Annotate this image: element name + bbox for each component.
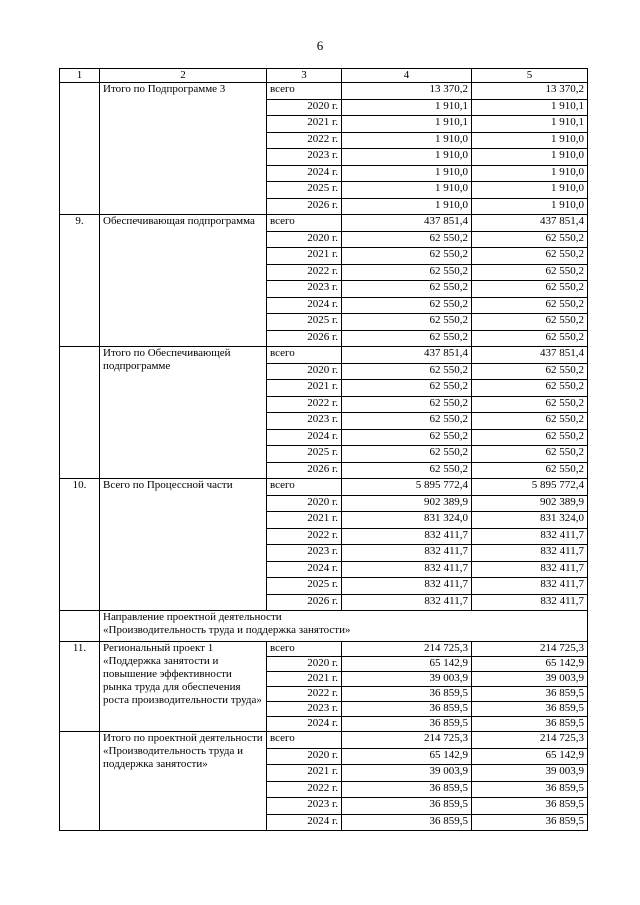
value-col5: 832 411,7 bbox=[472, 561, 588, 578]
value-col4: 36 859,5 bbox=[342, 687, 472, 702]
value-col5: 62 550,2 bbox=[472, 363, 588, 380]
period-cell: 2023 г. bbox=[267, 413, 342, 430]
period-cell: всего bbox=[267, 642, 342, 657]
value-col5: 214 725,3 bbox=[472, 732, 588, 749]
value-col5: 36 859,5 bbox=[472, 814, 588, 831]
period-cell: 2023 г. bbox=[267, 281, 342, 298]
value-col4: 62 550,2 bbox=[342, 380, 472, 397]
period-cell: 2020 г. bbox=[267, 748, 342, 765]
page-number: 6 bbox=[316, 38, 324, 53]
value-col5: 1 910,0 bbox=[472, 182, 588, 199]
value-col4: 36 859,5 bbox=[342, 798, 472, 815]
value-col4: 62 550,2 bbox=[342, 281, 472, 298]
period-cell: 2021 г. bbox=[267, 765, 342, 782]
row-name: Итого по Обеспечивающей подпрограмме bbox=[100, 347, 267, 479]
value-col4: 62 550,2 bbox=[342, 264, 472, 281]
value-col4: 1 910,1 bbox=[342, 99, 472, 116]
value-col5: 36 859,5 bbox=[472, 798, 588, 815]
value-col4: 832 411,7 bbox=[342, 594, 472, 611]
period-cell: 2025 г. bbox=[267, 314, 342, 331]
value-col5: 62 550,2 bbox=[472, 281, 588, 298]
header-cell: 2 bbox=[100, 69, 267, 83]
period-cell: 2020 г. bbox=[267, 363, 342, 380]
value-col5: 62 550,2 bbox=[472, 429, 588, 446]
value-col4: 1 910,1 bbox=[342, 116, 472, 133]
value-col5: 1 910,1 bbox=[472, 116, 588, 133]
row-number bbox=[60, 347, 100, 479]
value-col4: 39 003,9 bbox=[342, 672, 472, 687]
period-cell: 2022 г. bbox=[267, 132, 342, 149]
value-col4: 437 851,4 bbox=[342, 347, 472, 364]
value-col5: 902 389,9 bbox=[472, 495, 588, 512]
period-cell: 2023 г. bbox=[267, 798, 342, 815]
value-col4: 62 550,2 bbox=[342, 314, 472, 331]
period-cell: 2024 г. bbox=[267, 717, 342, 732]
row-number bbox=[60, 83, 100, 215]
direction-num-cell bbox=[60, 611, 100, 642]
period-cell: 2020 г. bbox=[267, 231, 342, 248]
value-col5: 437 851,4 bbox=[472, 215, 588, 232]
period-cell: 2021 г. bbox=[267, 380, 342, 397]
value-col5: 62 550,2 bbox=[472, 330, 588, 347]
period-cell: 2024 г. bbox=[267, 561, 342, 578]
period-cell: 2021 г. bbox=[267, 116, 342, 133]
row-name: Итого по Подпрограмме 3 bbox=[100, 83, 267, 215]
table-row bbox=[60, 83, 588, 100]
value-col5: 1 910,0 bbox=[472, 165, 588, 182]
value-col4: 214 725,3 bbox=[342, 642, 472, 657]
period-cell: 2026 г. bbox=[267, 594, 342, 611]
value-col5: 832 411,7 bbox=[472, 528, 588, 545]
table-row bbox=[60, 642, 588, 657]
value-col4: 62 550,2 bbox=[342, 231, 472, 248]
budget-table bbox=[59, 68, 588, 831]
value-col4: 36 859,5 bbox=[342, 814, 472, 831]
value-col5: 62 550,2 bbox=[472, 396, 588, 413]
value-col4: 62 550,2 bbox=[342, 446, 472, 463]
value-col4: 1 910,0 bbox=[342, 165, 472, 182]
value-col5: 62 550,2 bbox=[472, 462, 588, 479]
value-col5: 5 895 772,4 bbox=[472, 479, 588, 496]
period-cell: 2022 г. bbox=[267, 264, 342, 281]
value-col4: 36 859,5 bbox=[342, 702, 472, 717]
value-col5: 62 550,2 bbox=[472, 446, 588, 463]
value-col4: 832 411,7 bbox=[342, 528, 472, 545]
period-cell: 2024 г. bbox=[267, 814, 342, 831]
period-cell: всего bbox=[267, 479, 342, 496]
period-cell: всего bbox=[267, 347, 342, 364]
value-col5: 62 550,2 bbox=[472, 264, 588, 281]
header-cell: 4 bbox=[342, 69, 472, 83]
value-col5: 1 910,0 bbox=[472, 132, 588, 149]
value-col5: 832 411,7 bbox=[472, 594, 588, 611]
value-col4: 62 550,2 bbox=[342, 429, 472, 446]
value-col5: 832 411,7 bbox=[472, 578, 588, 595]
value-col5: 62 550,2 bbox=[472, 248, 588, 265]
period-cell: 2021 г. bbox=[267, 672, 342, 687]
table-row bbox=[60, 732, 588, 749]
direction-title bbox=[100, 611, 588, 642]
header-cell: 1 bbox=[60, 69, 100, 83]
value-col4: 62 550,2 bbox=[342, 396, 472, 413]
value-col5: 1 910,0 bbox=[472, 149, 588, 166]
period-cell: 2023 г. bbox=[267, 545, 342, 562]
row-name: Всего по Процессной части bbox=[100, 479, 267, 611]
row-number: 11. bbox=[60, 642, 100, 732]
value-col5: 437 851,4 bbox=[472, 347, 588, 364]
value-col4: 5 895 772,4 bbox=[342, 479, 472, 496]
table-row bbox=[60, 347, 588, 364]
value-col5: 36 859,5 bbox=[472, 687, 588, 702]
header-cell: 5 bbox=[472, 69, 588, 83]
period-cell: 2023 г. bbox=[267, 149, 342, 166]
value-col4: 36 859,5 bbox=[342, 781, 472, 798]
period-cell: 2024 г. bbox=[267, 429, 342, 446]
value-col5: 36 859,5 bbox=[472, 702, 588, 717]
value-col4: 62 550,2 bbox=[342, 297, 472, 314]
value-col5: 39 003,9 bbox=[472, 672, 588, 687]
value-col5: 36 859,5 bbox=[472, 781, 588, 798]
value-col4: 1 910,0 bbox=[342, 149, 472, 166]
value-col5: 62 550,2 bbox=[472, 314, 588, 331]
period-cell: 2020 г. bbox=[267, 99, 342, 116]
value-col4: 13 370,2 bbox=[342, 83, 472, 100]
period-cell: 2025 г. bbox=[267, 446, 342, 463]
period-cell: 2025 г. bbox=[267, 182, 342, 199]
value-col4: 39 003,9 bbox=[342, 765, 472, 782]
value-col4: 62 550,2 bbox=[342, 462, 472, 479]
period-cell: 2022 г. bbox=[267, 528, 342, 545]
period-cell: 2023 г. bbox=[267, 702, 342, 717]
period-cell: 2024 г. bbox=[267, 297, 342, 314]
period-cell: всего bbox=[267, 83, 342, 100]
value-col4: 1 910,0 bbox=[342, 182, 472, 199]
value-col4: 65 142,9 bbox=[342, 657, 472, 672]
row-name: Итого по проектной деятельности «Производительность труда и поддержка занятости» bbox=[100, 732, 267, 831]
direction-line-1: Направление проектной деятельности bbox=[103, 611, 282, 623]
table-row bbox=[60, 215, 588, 232]
value-col5: 65 142,9 bbox=[472, 748, 588, 765]
period-cell: 2022 г. bbox=[267, 396, 342, 413]
value-col5: 62 550,2 bbox=[472, 297, 588, 314]
period-cell: 2020 г. bbox=[267, 657, 342, 672]
period-cell: 2025 г. bbox=[267, 578, 342, 595]
value-col5: 65 142,9 bbox=[472, 657, 588, 672]
value-col5: 62 550,2 bbox=[472, 231, 588, 248]
direction-line-2: «Производительность труда и поддержка занятости» bbox=[103, 624, 351, 636]
value-col4: 832 411,7 bbox=[342, 561, 472, 578]
period-cell: 2024 г. bbox=[267, 165, 342, 182]
value-col4: 831 324,0 bbox=[342, 512, 472, 529]
value-col4: 62 550,2 bbox=[342, 363, 472, 380]
table-row bbox=[60, 479, 588, 496]
value-col4: 36 859,5 bbox=[342, 717, 472, 732]
value-col4: 902 389,9 bbox=[342, 495, 472, 512]
value-col5: 13 370,2 bbox=[472, 83, 588, 100]
row-name: Обеспечивающая подпрограмма bbox=[100, 215, 267, 347]
row-number: 9. bbox=[60, 215, 100, 347]
value-col4: 1 910,0 bbox=[342, 132, 472, 149]
value-col4: 437 851,4 bbox=[342, 215, 472, 232]
value-col4: 62 550,2 bbox=[342, 330, 472, 347]
period-cell: 2022 г. bbox=[267, 781, 342, 798]
row-number bbox=[60, 732, 100, 831]
period-cell: 2022 г. bbox=[267, 687, 342, 702]
value-col4: 1 910,0 bbox=[342, 198, 472, 215]
header-row bbox=[60, 69, 588, 83]
value-col4: 832 411,7 bbox=[342, 578, 472, 595]
period-cell: всего bbox=[267, 732, 342, 749]
value-col5: 1 910,0 bbox=[472, 198, 588, 215]
period-cell: 2026 г. bbox=[267, 462, 342, 479]
value-col5: 36 859,5 bbox=[472, 717, 588, 732]
period-cell: 2026 г. bbox=[267, 198, 342, 215]
value-col4: 62 550,2 bbox=[342, 248, 472, 265]
value-col5: 831 324,0 bbox=[472, 512, 588, 529]
value-col5: 832 411,7 bbox=[472, 545, 588, 562]
direction-row bbox=[60, 611, 588, 642]
value-col5: 214 725,3 bbox=[472, 642, 588, 657]
value-col4: 832 411,7 bbox=[342, 545, 472, 562]
value-col4: 214 725,3 bbox=[342, 732, 472, 749]
period-cell: 2026 г. bbox=[267, 330, 342, 347]
period-cell: 2021 г. bbox=[267, 248, 342, 265]
row-number: 10. bbox=[60, 479, 100, 611]
value-col5: 39 003,9 bbox=[472, 765, 588, 782]
period-cell: всего bbox=[267, 215, 342, 232]
value-col5: 62 550,2 bbox=[472, 413, 588, 430]
value-col4: 62 550,2 bbox=[342, 413, 472, 430]
period-cell: 2021 г. bbox=[267, 512, 342, 529]
period-cell: 2020 г. bbox=[267, 495, 342, 512]
row-name: Региональный проект 1 «Поддержка занятости и повышение эффективности рынка труда для обеспечения роста производительности труда» bbox=[100, 642, 267, 732]
header-cell: 3 bbox=[267, 69, 342, 83]
value-col5: 1 910,1 bbox=[472, 99, 588, 116]
value-col4: 65 142,9 bbox=[342, 748, 472, 765]
value-col5: 62 550,2 bbox=[472, 380, 588, 397]
